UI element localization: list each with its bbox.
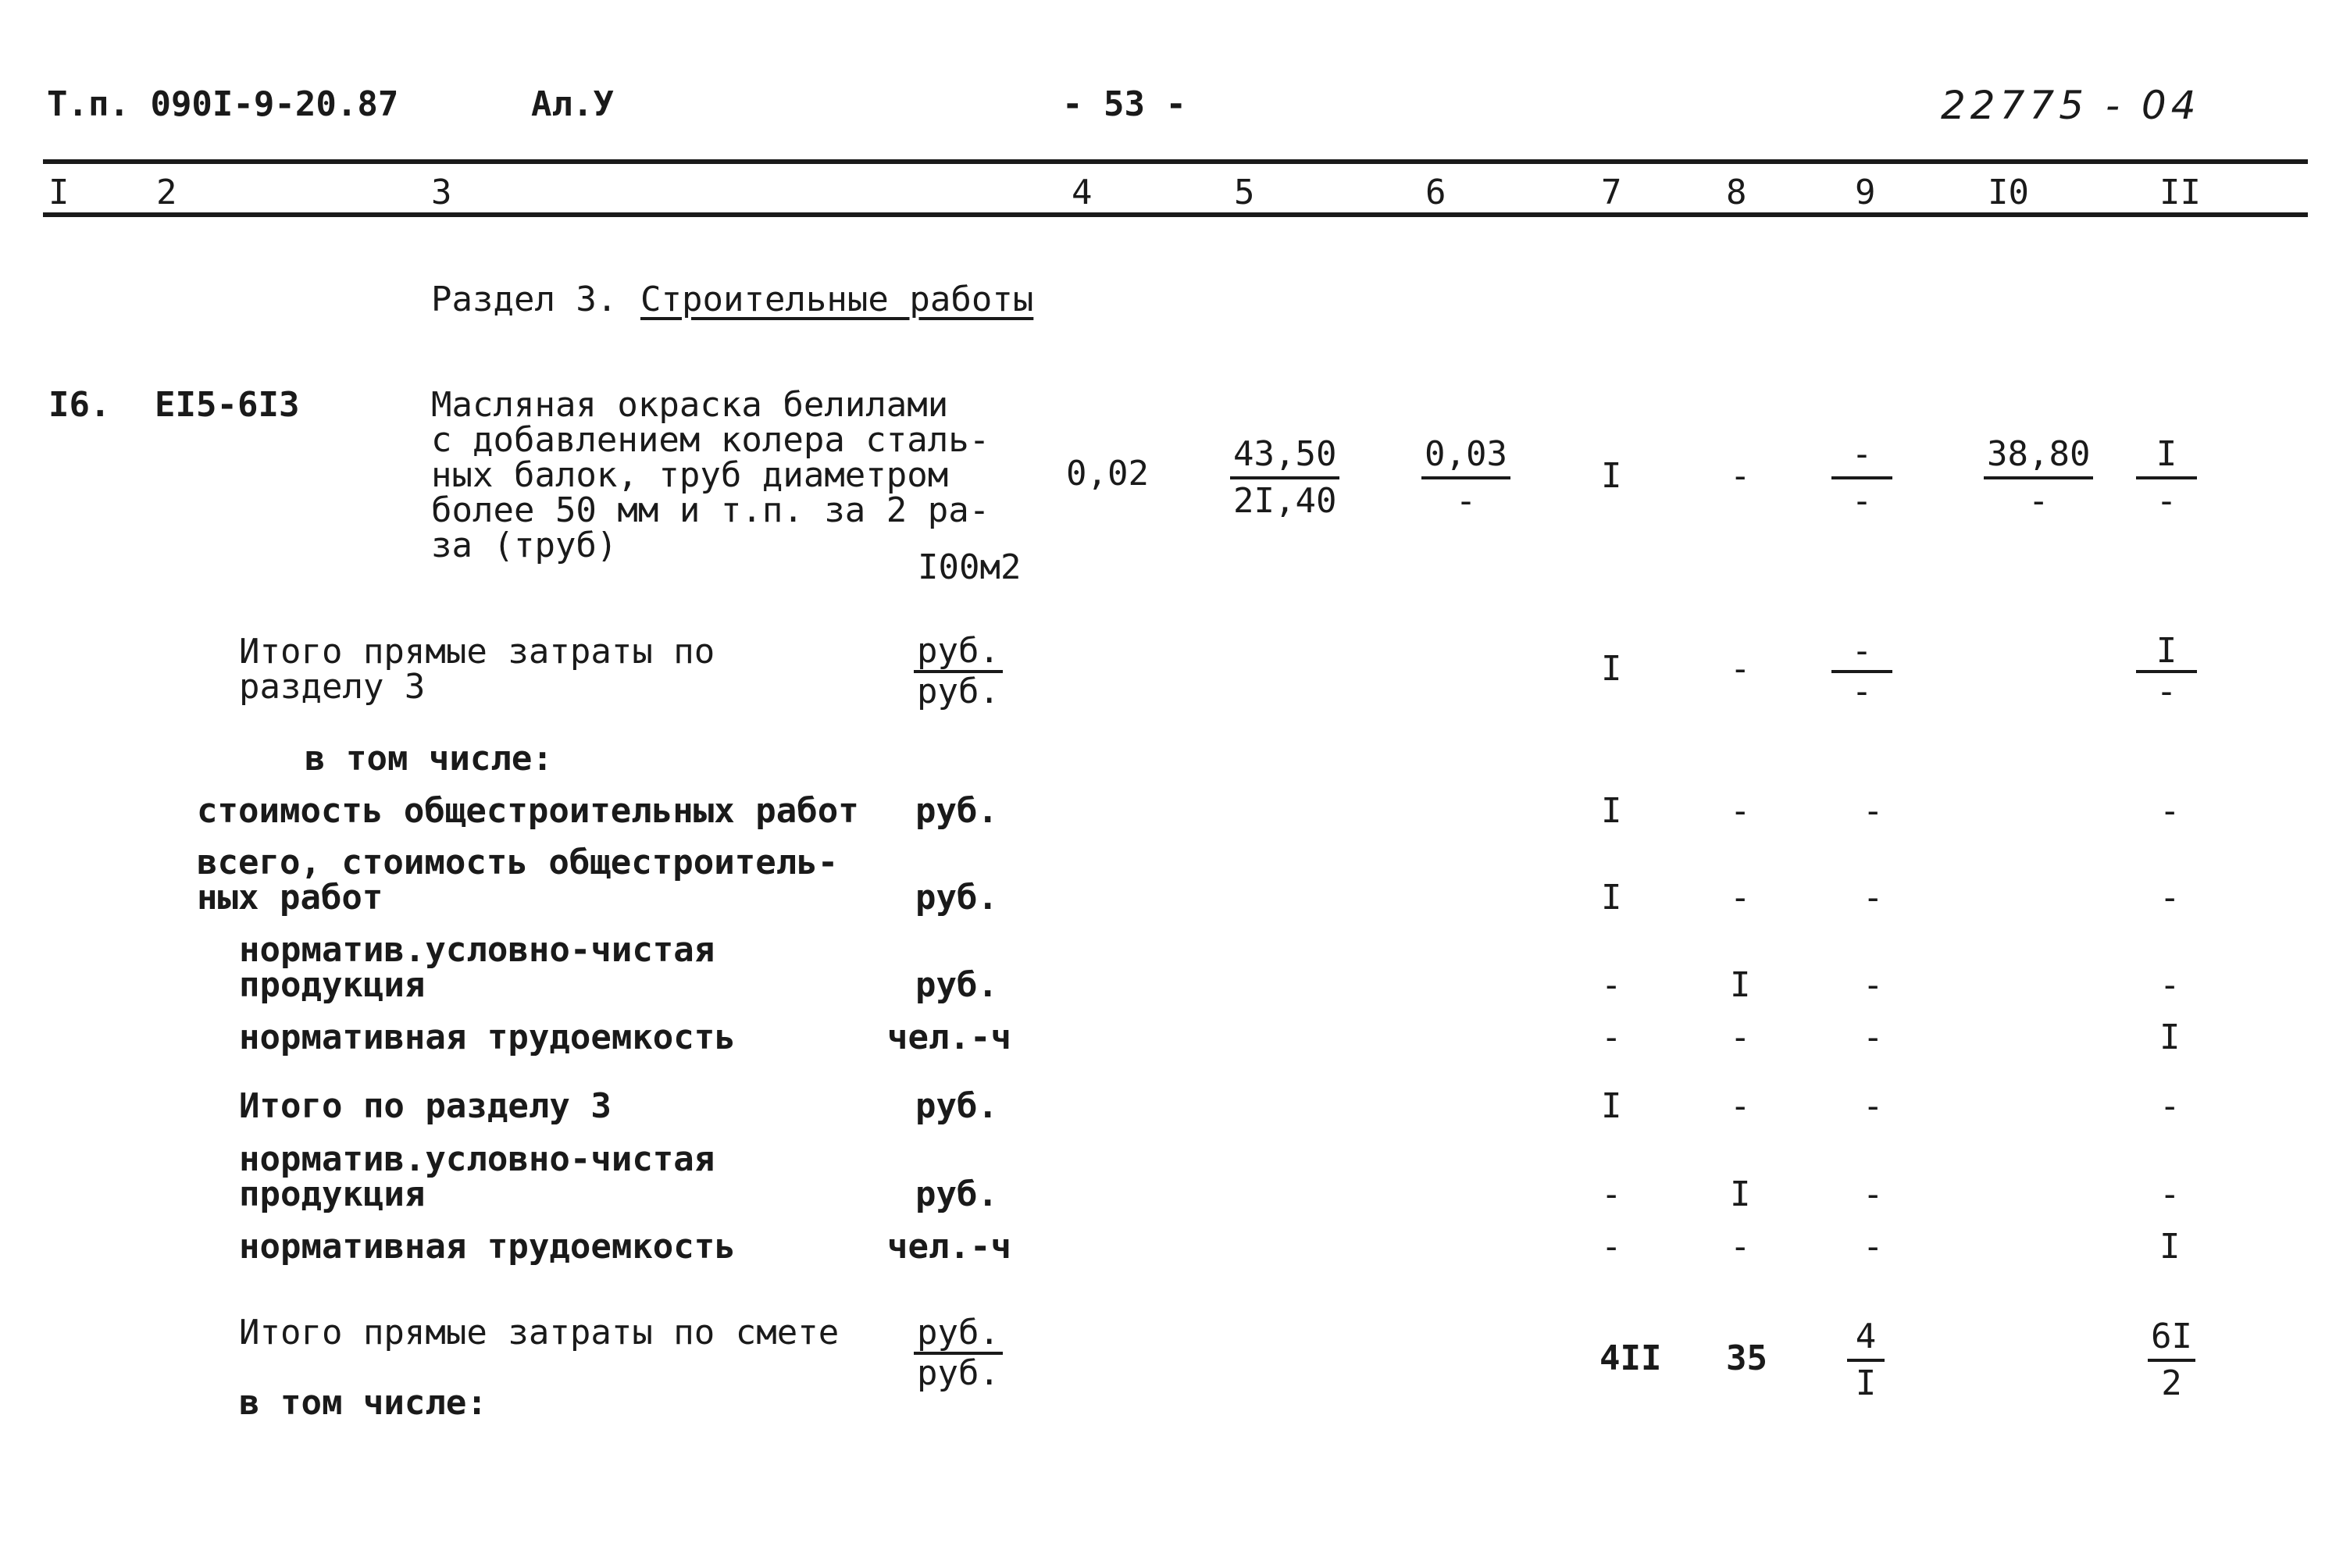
- item-col5-bottom: 2I,40: [1233, 481, 1337, 521]
- estimate-col9-fraction: [1847, 1317, 1885, 1403]
- summary-row-3-col11: -: [2159, 965, 2181, 1005]
- header-bottom-rule: [43, 212, 2308, 217]
- item-col10-bottom: -: [2027, 481, 2049, 521]
- estimate-unit: [914, 1313, 1003, 1393]
- summary-row-6-col8: I: [1730, 1174, 1751, 1214]
- summary-row-7-col9: -: [1863, 1227, 1884, 1267]
- summary-row-3-label-1: норматив.условно-чистая: [239, 930, 715, 970]
- item-col6-top: 0,03: [1421, 437, 1510, 479]
- item-col11-bottom: -: [2156, 481, 2177, 521]
- summary-row-2-label-1: всего, стоимость общестроитель-: [197, 843, 839, 882]
- summary-row-7-col8: -: [1730, 1227, 1751, 1267]
- summary-row-6-label-2: продукция: [239, 1174, 426, 1214]
- item-col9-bottom: -: [1851, 481, 1873, 521]
- column-number-4: 4: [1072, 173, 1093, 212]
- column-number-2: 2: [156, 173, 177, 212]
- direct-costs-section-col11-fraction: [2136, 631, 2197, 711]
- summary-row-6-unit: руб.: [915, 1174, 998, 1214]
- direct-costs-section-unit-bottom: руб.: [917, 672, 1000, 711]
- summary-row-3-col8: I: [1730, 965, 1751, 1005]
- estimate-col11-bottom: 2: [2161, 1363, 2182, 1403]
- estimate-col9-bottom: I: [1855, 1363, 1877, 1403]
- estimate-col9-top: 4: [1847, 1320, 1885, 1362]
- item-quantity: 0,02: [1066, 454, 1149, 494]
- summary-row-3-col7: -: [1601, 965, 1622, 1005]
- item-unit: I00м2: [918, 547, 1022, 587]
- summary-row-6-col7: -: [1601, 1174, 1622, 1214]
- section-title: Строительные работы: [640, 280, 1034, 319]
- estimate-unit-bottom: руб.: [917, 1353, 1000, 1393]
- summary-row-4-unit: чел.-ч: [887, 1017, 1011, 1057]
- summary-row-5-label: Итого по разделу 3: [239, 1086, 612, 1126]
- summary-row-4-col7: -: [1601, 1017, 1622, 1057]
- item-col7: I: [1601, 456, 1622, 496]
- direct-costs-section-unit-top: руб.: [914, 634, 1003, 673]
- item-col9-fraction: [1831, 434, 1892, 521]
- item-col5-top: 43,50: [1230, 437, 1339, 479]
- direct-costs-section-col9-top: -: [1831, 634, 1892, 673]
- summary-row-3-unit: руб.: [915, 965, 998, 1005]
- estimate-col11-fraction: [2148, 1317, 2195, 1403]
- summary-row-1-col7: I: [1601, 791, 1622, 831]
- summary-row-2-col8: -: [1730, 878, 1751, 918]
- summary-row-1-col9: -: [1863, 791, 1884, 831]
- column-number-8: 8: [1726, 173, 1747, 212]
- item-col10-fraction: [1984, 434, 2093, 521]
- direct-costs-section-col9-bottom: -: [1851, 672, 1873, 711]
- item-description-line-3: ных балок, труб диаметром: [431, 455, 949, 495]
- summary-row-2-col7: I: [1601, 878, 1622, 918]
- summary-row-4-col8: -: [1730, 1017, 1751, 1057]
- header-top-rule: [43, 159, 2308, 164]
- section-prefix: Раздел 3.: [431, 280, 618, 319]
- item-col9-top: -: [1831, 437, 1892, 479]
- summary-row-5-col11: -: [2159, 1086, 2181, 1126]
- summary-row-1-label: стоимость общестроительных работ: [197, 791, 859, 831]
- item-description-line-5: за (труб): [431, 526, 618, 565]
- summary-row-7-col11: I: [2159, 1227, 2181, 1267]
- estimate-col7: 4II: [1599, 1338, 1662, 1378]
- item-number: I6.: [48, 385, 111, 425]
- summary-row-1-col11: -: [2159, 791, 2181, 831]
- summary-row-3-col9: -: [1863, 965, 1884, 1005]
- item-col11-fraction: [2136, 434, 2197, 521]
- including-label-1: в том числе:: [305, 739, 553, 779]
- page-number: - 53 -: [1062, 84, 1186, 124]
- summary-row-7-col7: -: [1601, 1227, 1622, 1267]
- summary-row-6-col11: -: [2159, 1174, 2181, 1214]
- item-col10-top: 38,80: [1984, 437, 2093, 479]
- column-number-11: II: [2159, 173, 2201, 212]
- estimate-col8: 35: [1726, 1338, 1767, 1378]
- document-reference: Т.п. 090I-9-20.87: [47, 84, 399, 124]
- column-number-7: 7: [1601, 173, 1622, 212]
- summary-row-3-label-2: продукция: [239, 965, 426, 1005]
- summary-row-5-unit: руб.: [915, 1086, 998, 1126]
- summary-row-4-col11: I: [2159, 1017, 2181, 1057]
- direct-costs-section-unit: [914, 631, 1003, 711]
- summary-row-5-col9: -: [1863, 1086, 1884, 1126]
- summary-row-2-unit: руб.: [915, 878, 998, 918]
- column-number-6: 6: [1425, 173, 1446, 212]
- direct-costs-section-col9-fraction: [1831, 631, 1892, 711]
- summary-row-2-col9: -: [1863, 878, 1884, 918]
- summary-row-7-unit: чел.-ч: [887, 1227, 1011, 1267]
- summary-row-2-col11: -: [2159, 878, 2181, 918]
- item-col8: -: [1730, 456, 1751, 496]
- item-code: EI5-6I3: [155, 385, 300, 425]
- item-description-line-4: более 50 мм и т.п. за 2 ра-: [431, 490, 990, 530]
- summary-row-1-col8: -: [1730, 791, 1751, 831]
- summary-row-5-col8: -: [1730, 1086, 1751, 1126]
- direct-costs-section-col7: I: [1601, 649, 1622, 689]
- including-label-2: в том числе:: [239, 1383, 487, 1423]
- item-col6-fraction: [1421, 434, 1510, 521]
- column-number-3: 3: [431, 173, 452, 212]
- summary-row-6-col9: -: [1863, 1174, 1884, 1214]
- direct-costs-section-label-1: Итого прямые затраты по: [239, 632, 715, 672]
- summary-row-2-label-2: ных работ: [197, 878, 383, 918]
- direct-costs-section-col11-top: I: [2136, 634, 2197, 673]
- summary-row-5-col7: I: [1601, 1086, 1622, 1126]
- summary-row-1-unit: руб.: [915, 791, 998, 831]
- summary-row-4-col9: -: [1863, 1017, 1884, 1057]
- item-description-line-2: с добавлением колера сталь-: [431, 420, 990, 460]
- item-description-line-1: Масляная окраска белилами: [431, 385, 949, 425]
- item-col5-fraction: [1230, 434, 1339, 521]
- summary-row-7-label: нормативная трудоемкость: [239, 1227, 736, 1267]
- summary-row-4-label: нормативная трудоемкость: [239, 1017, 736, 1057]
- estimate-col11-top: 6I: [2148, 1320, 2195, 1362]
- item-col11-top: I: [2136, 437, 2197, 479]
- column-number-10: I0: [1988, 173, 2029, 212]
- column-number-1: I: [48, 173, 70, 212]
- column-number-9: 9: [1855, 173, 1876, 212]
- summary-row-6-label-1: норматив.условно-чистая: [239, 1139, 715, 1179]
- estimate-unit-top: руб.: [914, 1316, 1003, 1355]
- album-label: Ал.У: [531, 84, 614, 124]
- item-col6-bottom: -: [1455, 481, 1477, 521]
- direct-costs-section-col11-bottom: -: [2156, 672, 2177, 711]
- direct-costs-section-col8: -: [1730, 649, 1751, 689]
- direct-costs-section-label-2: разделу 3: [239, 667, 426, 707]
- estimate-direct-costs-label: Итого прямые затраты по смете: [239, 1313, 840, 1352]
- archive-number: 22775 - 04: [1941, 83, 2201, 128]
- column-number-5: 5: [1234, 173, 1255, 212]
